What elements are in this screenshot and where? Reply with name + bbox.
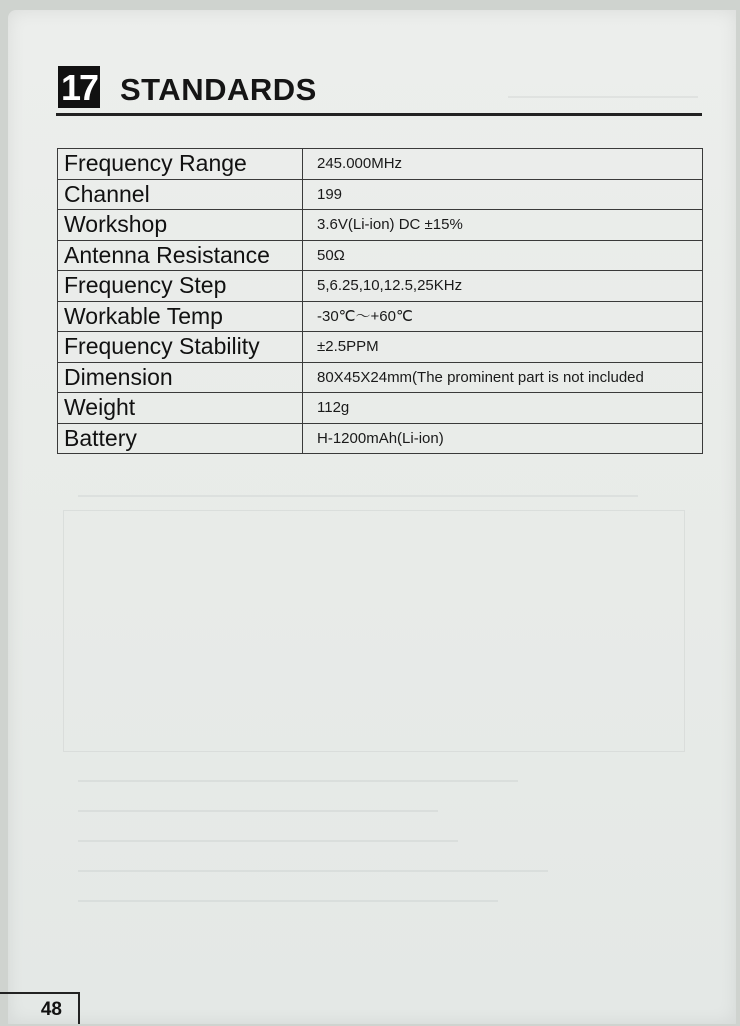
spec-parameter: Antenna Resistance <box>58 240 303 271</box>
spec-parameter: Battery <box>58 423 303 454</box>
chapter-title: STANDARDS <box>120 72 317 107</box>
spec-value: 5,6.25,10,12.5,25KHz <box>303 271 703 302</box>
bleed-through-line <box>508 96 698 98</box>
spec-value: 199 <box>303 179 703 210</box>
spec-row <box>58 210 703 241</box>
spec-row <box>58 301 703 332</box>
bleed-through-line <box>78 780 518 782</box>
title-underline <box>56 113 702 116</box>
spec-value: -30℃～+60℃ <box>303 301 703 332</box>
page-number: 48 <box>0 992 80 1024</box>
chapter-number-badge: 17 <box>58 66 100 108</box>
spec-parameter: Workshop <box>58 210 303 241</box>
spec-value: 50Ω <box>303 240 703 271</box>
spec-parameter: Frequency Step <box>58 271 303 302</box>
spec-row <box>58 149 703 180</box>
spec-row <box>58 271 703 302</box>
spec-parameter: Frequency Range <box>58 149 303 180</box>
spec-parameter: Workable Temp <box>58 301 303 332</box>
spec-value: 80X45X24mm(The prominent part is not included <box>303 362 703 393</box>
bleed-through-line <box>78 870 548 872</box>
spec-row <box>58 179 703 210</box>
spec-value: ±2.5PPM <box>303 332 703 363</box>
spec-row <box>58 362 703 393</box>
bleed-through-box <box>63 510 685 752</box>
spec-value: 3.6V(Li-ion) DC ±15% <box>303 210 703 241</box>
standards-table <box>57 148 703 454</box>
spec-parameter: Dimension <box>58 362 303 393</box>
spec-value: H-1200mAh(Li-ion) <box>303 423 703 454</box>
spec-parameter: Frequency Stability <box>58 332 303 363</box>
spec-row <box>58 393 703 424</box>
spec-value: 245.000MHz <box>303 149 703 180</box>
spec-row <box>58 240 703 271</box>
bleed-through-line <box>78 495 638 497</box>
spec-row <box>58 332 703 363</box>
standards-table-body <box>58 149 703 454</box>
bleed-through-line <box>78 900 498 902</box>
spec-parameter: Weight <box>58 393 303 424</box>
spec-parameter: Channel <box>58 179 303 210</box>
bleed-through-line <box>78 810 438 812</box>
spec-value: 112g <box>303 393 703 424</box>
bleed-through-line <box>78 840 458 842</box>
spec-row <box>58 423 703 454</box>
